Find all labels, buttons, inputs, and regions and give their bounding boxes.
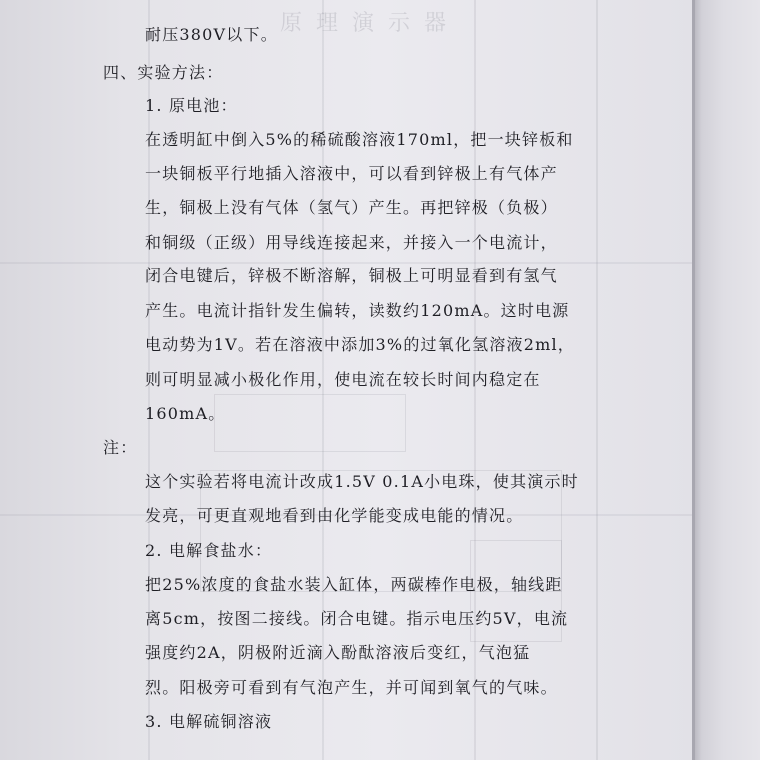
text-line: 生，铜极上没有气体（氢气）产生。再把锌极（负极） [145,198,558,217]
page-edge-shadow [694,0,760,760]
subsection-heading: 1. 原电池： [145,96,238,115]
subsection-heading: 2. 电解食盐水： [145,541,273,560]
bleed-through-text: 原理演示器 [280,11,461,36]
text-line: 发亮，可更直观地看到由化学能变成电能的情况。 [145,506,524,525]
text-line: 160mA。 [145,404,226,423]
text-line: 把25%浓度的食盐水装入缸体，两碳棒作电极，轴线距 [145,575,563,594]
page-edge [692,0,695,760]
subsection-heading: 3. 电解硫铜溶液 [145,712,273,731]
text-line: 和铜级（正级）用导线连接起来，并接入一个电流计， [145,233,558,252]
text-line: 则可明显减小极化作用，使电流在较长时间内稳定在 [145,370,541,389]
text-line: 耐压380V以下。 [145,25,278,44]
text-line: 强度约2A，阴极附近滴入酚酞溶液后变红，气泡猛 [145,643,531,662]
text-line: 闭合电键后，锌极不断溶解，铜极上可明显看到有氢气 [145,266,558,285]
text-line: 在透明缸中倒入5%的稀硫酸溶液170ml，把一块锌板和 [145,130,574,149]
text-line: 产生。电流计指针发生偏转，读数约120mA。这时电源 [145,301,570,320]
text-line: 烈。阳极旁可看到有气泡产生，并可闻到氧气的气味。 [145,678,558,697]
section-heading: 四、实验方法： [103,63,224,82]
fold-line [596,0,598,760]
note-label: 注： [103,438,138,457]
text-line: 离5cm，按图二接线。闭合电键。指示电压约5V，电流 [145,609,569,628]
text-line: 电动势为1V。若在溶液中添加3%的过氧化氢溶液2ml， [145,335,575,354]
text-line: 一块铜板平行地插入溶液中，可以看到锌极上有气体产 [145,164,558,183]
bleed-through-diagram [214,394,406,452]
text-line: 这个实验若将电流计改成1.5V 0.1A小电珠，使其演示时 [145,472,579,491]
fold-line [0,262,694,264]
